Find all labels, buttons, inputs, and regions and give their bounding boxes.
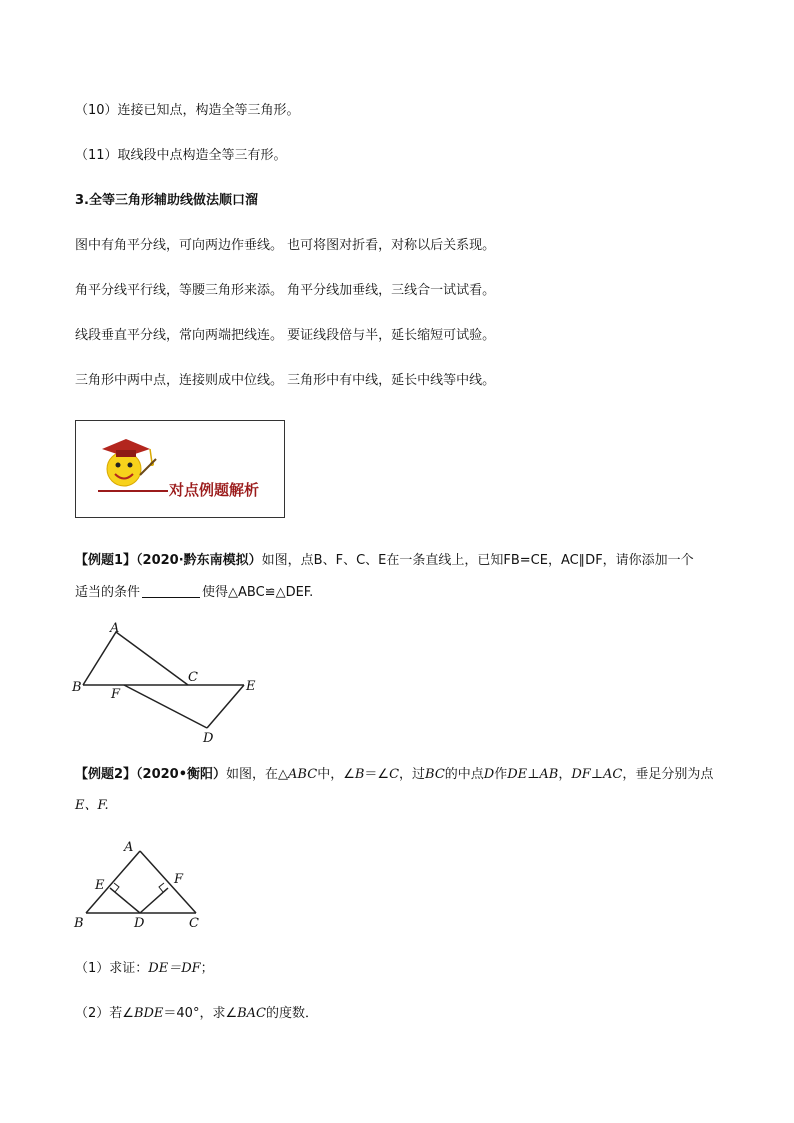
banner-title: 对点例题解析 [169, 481, 260, 499]
q2-a: （2）若∠ [75, 1006, 134, 1021]
segment-ab [83, 632, 116, 685]
section-heading: 3.全等三角形辅助线做法顺口溜 [75, 193, 258, 208]
right-angle-f [159, 883, 164, 892]
ex2-text-d: ，过 [399, 767, 426, 782]
item-11: （11）取线段中点构造全等三有形。 [75, 148, 287, 163]
rhyme-line-1: 图中有角平分线，可向两边作垂线。 也可将图对折看，对称以后关系现。 [75, 238, 496, 253]
example2-line1 [75, 766, 713, 784]
label-d: D [134, 916, 145, 931]
right-angle-e [114, 883, 119, 892]
ex2-text-c: ＝∠ [364, 767, 390, 782]
ex2-text-a: 如图，在△ [226, 767, 289, 782]
segment-fd [124, 685, 207, 728]
ex2-text-g: ， [558, 767, 572, 782]
question-2 [75, 1005, 318, 1023]
label-a: A [124, 840, 134, 855]
label-e: E [95, 878, 105, 893]
example1-text: 如图，点B、F、C、E在一条直线上，已知FB=CE，AC∥DF，请你添加一个 [261, 553, 694, 568]
example-banner [75, 420, 285, 518]
q1-c: ； [200, 961, 214, 976]
label-b: B [72, 680, 82, 695]
segment-de [110, 888, 140, 913]
label-b: B [74, 916, 84, 931]
item-10: （10）连接已知点，构造全等三角形。 [75, 103, 300, 118]
label-a: A [110, 621, 120, 636]
graduate-cap-smiley-icon [94, 431, 164, 493]
ex2-bc: BC [425, 767, 445, 782]
q1-a: （1）求证： [75, 961, 149, 976]
ex2-text-e: 的中点 [444, 767, 484, 782]
rhyme-line-2: 角平分线平行线，等腰三角形来添。 角平分线加垂线，三线合一试试看。 [75, 283, 496, 298]
example2-tag: 【例题2】 [75, 767, 137, 782]
ex2-text-h: ，垂足分别为点 [622, 767, 714, 782]
example1-figure [66, 618, 266, 748]
q2-b: BDE [133, 1006, 164, 1021]
label-e: E [246, 679, 256, 694]
answer-blank[interactable] [142, 585, 200, 598]
q2-e: 的度数． [266, 1006, 319, 1021]
ex2-df-ac: DF⊥AC [571, 767, 623, 782]
rhyme-line-4: 三角形中两中点，连接则成中位线。 三角形中有中线，延长中线等中线。 [75, 373, 496, 388]
example2-figure [70, 836, 210, 936]
example1-text-2a: 适当的条件 [75, 585, 141, 600]
ex2-de-ab: DE⊥AB [507, 767, 559, 782]
q2-d: BAC [237, 1006, 266, 1021]
rhyme-line-3: 线段垂直平分线，常向两端把线连。 要证线段倍与半，延长缩短可试验。 [75, 328, 496, 343]
label-c: C [189, 916, 199, 931]
label-f: F [111, 687, 121, 702]
example1-text-2b: 使得△ABC≌△DEF. [202, 585, 314, 600]
label-f: F [174, 872, 184, 887]
example1-line2 [75, 584, 313, 602]
banner-rule [98, 490, 168, 492]
ex2-d: D [483, 767, 495, 782]
segment-ac [116, 632, 188, 685]
example1-source: （2020·黔东南模拟） [136, 553, 262, 568]
ex2-b: B [354, 767, 365, 782]
label-d: D [203, 731, 214, 746]
ex2-text-b: 中，∠ [317, 767, 355, 782]
segment-de [207, 685, 244, 728]
example1-tag: 【例题1】 [75, 553, 137, 568]
ex2-abc: ABC [288, 767, 318, 782]
example2-source: （2020•衡阳） [136, 767, 227, 782]
example2-line2: E、F. [75, 798, 109, 813]
segment-ac [140, 851, 196, 913]
segment-df [140, 888, 168, 913]
q2-c: ＝40°，求∠ [163, 1006, 238, 1021]
ex2-text-f: 作 [494, 767, 508, 782]
example1-line1 [75, 552, 694, 570]
question-1 [75, 960, 214, 978]
ex2-c: C [389, 767, 400, 782]
q1-b: DE＝DF [148, 961, 201, 976]
label-c: C [188, 670, 198, 685]
